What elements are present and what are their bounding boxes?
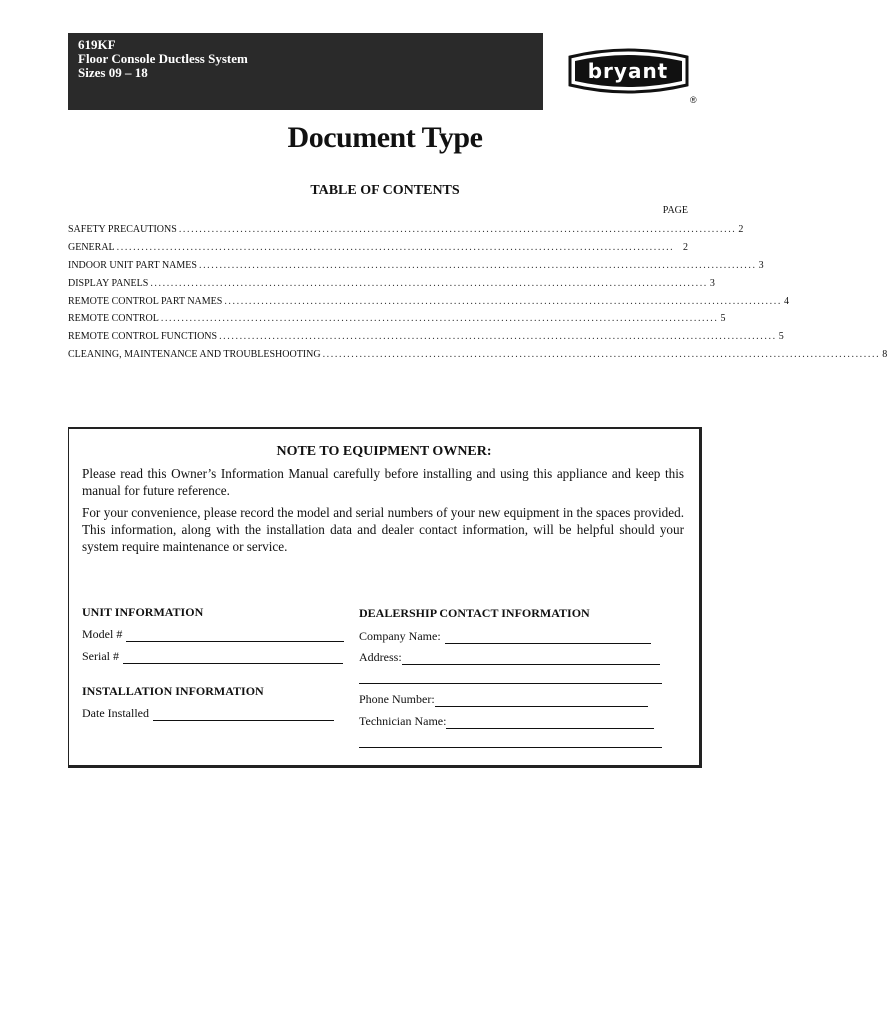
technician-name-field[interactable] bbox=[359, 714, 654, 729]
company-name-field[interactable] bbox=[359, 629, 651, 644]
dealer-info-heading: DEALERSHIP CONTACT INFORMATION bbox=[359, 606, 590, 620]
product-name: Floor Console Ductless System bbox=[78, 51, 248, 66]
phone-number-input-line[interactable] bbox=[435, 695, 648, 707]
toc-entry-page: 2 bbox=[683, 241, 688, 253]
note-paragraph: For your convenience, please record the model and serial numbers of your new equipment in the spaces provided. This information, along with the installation data and dealer contact information, will be helpful should your system require maintenance or service. bbox=[82, 505, 684, 554]
toc-heading: TABLE OF CONTENTS bbox=[310, 183, 460, 198]
logo-text: bryant bbox=[587, 59, 669, 83]
toc-entry-label: GENERAL bbox=[68, 241, 115, 253]
company-name-input-line[interactable] bbox=[445, 632, 651, 644]
toc-leader: ........................................................................................................................................ bbox=[178, 224, 737, 235]
serial-label: Serial # bbox=[82, 649, 119, 663]
installation-info-heading: INSTALLATION INFORMATION bbox=[82, 684, 264, 698]
toc-entry-label: REMOTE CONTROL bbox=[68, 313, 159, 325]
toc-leader: ........................................................................................................................................ bbox=[322, 349, 881, 361]
toc-entry-label: REMOTE CONTROL FUNCTIONS bbox=[68, 331, 218, 343]
registered-mark: ® bbox=[690, 95, 697, 105]
serial-number-field[interactable] bbox=[82, 649, 343, 664]
toc-entry-label: INDOOR UNIT PART NAMES bbox=[68, 259, 197, 271]
date-installed-field[interactable] bbox=[82, 706, 334, 721]
bryant-logo bbox=[566, 47, 691, 95]
toc-entry-page: 2 bbox=[738, 224, 744, 235]
toc-entry-page: 5 bbox=[720, 313, 726, 325]
toc-entry-label: DISPLAY PANELS bbox=[68, 277, 149, 289]
toc-page-label: PAGE bbox=[662, 205, 688, 216]
model-number-field[interactable] bbox=[82, 627, 344, 642]
address-field[interactable] bbox=[359, 650, 660, 665]
toc-entry-label: SAFETY PRECAUTIONS bbox=[68, 224, 177, 235]
phone-number-field[interactable] bbox=[359, 692, 648, 707]
date-installed-input-line[interactable] bbox=[153, 709, 334, 721]
toc-leader: ........................................................................................................................................ bbox=[198, 259, 757, 271]
toc-entry[interactable] bbox=[68, 257, 764, 275]
toc-entry[interactable] bbox=[68, 221, 744, 239]
toc-entry-page: 8 bbox=[882, 349, 887, 361]
toc-entry-page: 3 bbox=[709, 277, 715, 289]
serial-input-line[interactable] bbox=[123, 652, 343, 664]
product-sizes: Sizes 09 – 18 bbox=[78, 65, 148, 80]
toc-entry[interactable] bbox=[68, 328, 784, 346]
company-name-label: Company Name: bbox=[359, 629, 441, 643]
toc-leader: ........................................................................................................................................ bbox=[116, 241, 675, 253]
note-paragraph: Please read this Owner’s Information Manual carefully before installing and using this appliance and keep this manual for future reference. bbox=[82, 466, 684, 498]
date-installed-label: Date Installed bbox=[82, 706, 149, 720]
header-banner bbox=[68, 33, 543, 110]
address-input-line[interactable] bbox=[402, 653, 660, 665]
technician-name-input-line[interactable] bbox=[446, 717, 654, 729]
toc-entry-page: 5 bbox=[778, 331, 784, 343]
toc-entry-label: REMOTE CONTROL PART NAMES bbox=[68, 295, 223, 307]
table-of-contents bbox=[68, 221, 887, 364]
toc-leader: ........................................................................................................................................ bbox=[150, 277, 708, 289]
toc-entry-page: 4 bbox=[783, 295, 789, 307]
address-label: Address: bbox=[359, 650, 402, 664]
toc-entry[interactable] bbox=[68, 310, 726, 328]
toc-entry[interactable] bbox=[68, 239, 688, 257]
note-title: NOTE TO EQUIPMENT OWNER: bbox=[276, 444, 492, 459]
toc-leader: ........................................................................................................................................ bbox=[224, 295, 782, 307]
unit-info-heading: UNIT INFORMATION bbox=[82, 605, 204, 619]
toc-entry-label: CLEANING, MAINTENANCE AND TROUBLESHOOTING bbox=[68, 349, 321, 361]
toc-entry[interactable] bbox=[68, 275, 715, 293]
owner-note-box bbox=[68, 427, 702, 768]
document-title: Document Type bbox=[287, 121, 483, 154]
toc-entry[interactable] bbox=[68, 346, 887, 364]
toc-leader: ........................................................................................................................................ bbox=[160, 313, 719, 325]
address-line-2[interactable] bbox=[359, 683, 662, 684]
toc-entry[interactable] bbox=[68, 293, 789, 311]
technician-line-2[interactable] bbox=[359, 747, 662, 748]
toc-entry-page: 3 bbox=[758, 259, 764, 271]
phone-number-label: Phone Number: bbox=[359, 692, 435, 706]
technician-name-label: Technician Name: bbox=[359, 714, 447, 728]
model-input-line[interactable] bbox=[126, 630, 344, 642]
toc-leader: ........................................................................................................................................ bbox=[219, 331, 777, 343]
model-number: 619KF bbox=[78, 37, 116, 52]
model-label: Model # bbox=[82, 627, 123, 641]
